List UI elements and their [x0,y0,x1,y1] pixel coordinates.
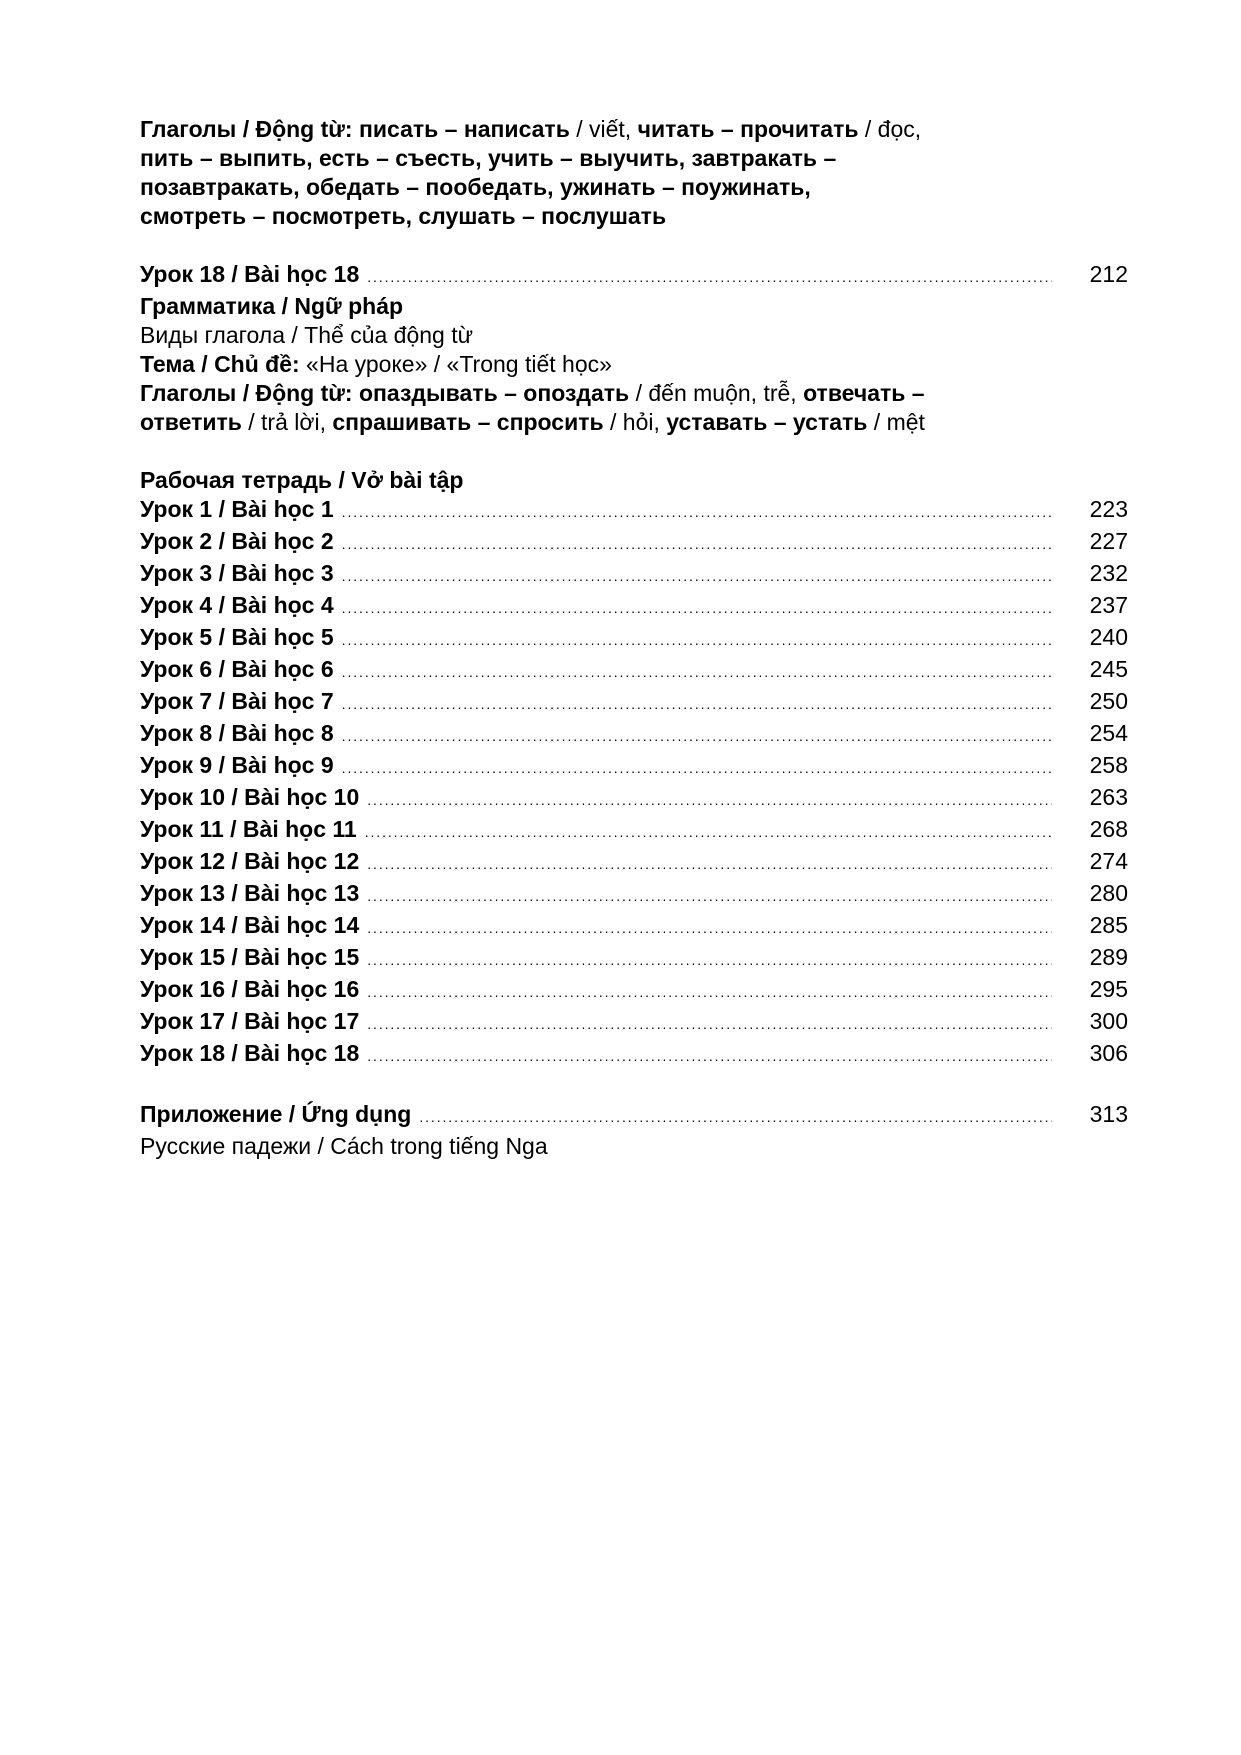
toc-entry-page: 274 [1089,848,1128,874]
toc-entry-page: 289 [1089,944,1128,970]
dot-leader [342,754,1052,783]
toc-entry-title: Урок 1 / Bài học 1 [140,496,334,522]
toc-entry-page: 295 [1089,976,1128,1002]
verbs-label: Глаголы / Động từ: [140,116,353,142]
toc-entry-workbook-lesson[interactable] [140,943,1128,975]
dot-leader [342,626,1052,655]
toc-entry-workbook-lesson[interactable] [140,1007,1128,1039]
toc-entry-title: Урок 18 / Bài học 18 [140,1040,360,1066]
toc-entry-workbook-lesson[interactable] [140,495,1128,527]
dot-leader [367,1042,1052,1071]
dot-leader [342,562,1052,591]
dot-leader [367,946,1052,975]
dot-leader [367,882,1052,911]
toc-entry-page: 245 [1089,656,1128,682]
dot-leader [342,498,1052,527]
dot-leader [419,1103,1052,1132]
toc-entry-page: 306 [1089,1040,1128,1066]
dot-leader [367,850,1052,879]
appendix-subtitle: Русские падежи / Cách trong tiếng Nga [140,1133,548,1159]
toc-entry-page: 285 [1089,912,1128,938]
toc-entry-title: Урок 16 / Bài học 16 [140,976,360,1002]
verbs-line: пить – выпить, есть – съесть, учить – выучить, завтракать – [140,145,837,171]
toc-entry-workbook-lesson[interactable] [140,1039,1128,1071]
verb-pair: читать – прочитать [637,116,859,142]
dot-leader [367,1010,1052,1039]
toc-entry-title: Урок 10 / Bài học 10 [140,784,360,810]
grammar-label: Грамматика / Ngữ pháp [140,293,404,319]
verb-pair: опаздывать – опоздать [358,380,630,406]
toc-entry-page: 223 [1089,496,1128,522]
verbs-line [140,115,1128,144]
verb-translation: / đến muộn, trễ, [629,380,804,406]
dot-leader [365,818,1052,847]
verb-translation: / trả lời, [241,409,333,435]
topic-text: «На уроке» / «Trong tiết học» [299,351,612,377]
verbs-line [140,408,1128,437]
toc-entry-lesson-18[interactable] [140,260,1128,292]
verbs-line [140,379,1128,408]
dot-leader [367,263,1052,292]
toc-entry-workbook-lesson[interactable] [140,911,1128,943]
toc-entry-title: Урок 18 / Bài học 18 [140,261,360,287]
verb-pair: спрашивать – спросить [332,409,604,435]
verbs-label: Глаголы / Động từ: [140,380,353,406]
dot-leader [367,786,1052,815]
toc-entry-workbook-lesson[interactable] [140,783,1128,815]
toc-entry-title: Урок 9 / Bài học 9 [140,752,334,778]
toc-entry-workbook-lesson[interactable] [140,655,1128,687]
toc-entry-workbook-lesson[interactable] [140,687,1128,719]
toc-entry-title: Урок 5 / Bài học 5 [140,624,334,650]
toc-entry-page: 313 [1089,1101,1128,1127]
verb-pair: ответить [140,409,242,435]
toc-entry-appendix[interactable] [140,1100,1128,1132]
toc-entry-page: 250 [1089,688,1128,714]
toc-entry-page: 280 [1089,880,1128,906]
toc-entry-title: Урок 12 / Bài học 12 [140,848,360,874]
dot-leader [367,914,1052,943]
verb-pair: писать – написать [358,116,570,142]
toc-entry-title: Урок 15 / Bài học 15 [140,944,360,970]
verbs-line: позавтракать, обедать – пообедать, ужинать – поужинать, [140,174,811,200]
toc-entry-title: Урок 3 / Bài học 3 [140,560,334,586]
dot-leader [367,978,1052,1007]
table-of-contents [140,115,1128,1161]
toc-entry-workbook-lesson[interactable] [140,623,1128,655]
dot-leader [342,530,1052,559]
grammar-text: Виды глагола / Thể của động từ [140,322,474,348]
dot-leader [342,690,1052,719]
toc-entry-workbook-lesson[interactable] [140,847,1128,879]
toc-entry-page: 212 [1089,261,1128,287]
toc-entry-workbook-lesson[interactable] [140,975,1128,1007]
toc-entry-page: 232 [1089,560,1128,586]
dot-leader [342,658,1052,687]
verb-translation: / viết, [569,116,638,142]
toc-entry-title: Урок 11 / Bài học 11 [140,816,357,842]
toc-entry-title: Урок 7 / Bài học 7 [140,688,334,714]
toc-entry-workbook-lesson[interactable] [140,591,1128,623]
toc-entry-workbook-lesson[interactable] [140,719,1128,751]
toc-entry-title: Урок 6 / Bài học 6 [140,656,334,682]
toc-entry-page: 254 [1089,720,1128,746]
topic-label: Тема / Chủ đề: [140,351,300,377]
verbs-line: смотреть – посмотреть, слушать – послушать [140,203,667,229]
verb-pair: уставать – устать [666,409,868,435]
toc-entry-title: Урок 14 / Bài học 14 [140,912,360,938]
toc-entry-workbook-lesson[interactable] [140,879,1128,911]
dot-leader [342,722,1052,751]
verb-translation: / hỏi, [603,409,667,435]
verb-pair: отвечать – [803,380,925,406]
topic-line [140,350,1128,379]
workbook-list [140,495,1128,1071]
toc-entry-page: 237 [1089,592,1128,618]
toc-entry-title: Урок 13 / Bài học 13 [140,880,360,906]
toc-entry-workbook-lesson[interactable] [140,559,1128,591]
toc-entry-page: 300 [1089,1008,1128,1034]
toc-entry-title: Урок 4 / Bài học 4 [140,592,334,618]
dot-leader [342,594,1052,623]
toc-entry-workbook-lesson[interactable] [140,527,1128,559]
toc-entry-workbook-lesson[interactable] [140,751,1128,783]
toc-entry-page: 263 [1089,784,1128,810]
toc-entry-title: Урок 8 / Bài học 8 [140,720,334,746]
toc-entry-page: 240 [1089,624,1128,650]
toc-entry-title: Приложение / Ứng dụng [140,1101,412,1127]
toc-entry-title: Урок 17 / Bài học 17 [140,1008,360,1034]
toc-entry-page: 227 [1089,528,1128,554]
workbook-heading: Рабочая тетрадь / Vở bài tập [140,467,464,493]
toc-entry-workbook-lesson[interactable] [140,815,1128,847]
verb-translation: / mệt [867,409,925,435]
verb-translation: / đọc, [858,116,922,142]
toc-entry-page: 268 [1089,816,1128,842]
toc-entry-title: Урок 2 / Bài học 2 [140,528,334,554]
toc-entry-page: 258 [1089,752,1128,778]
